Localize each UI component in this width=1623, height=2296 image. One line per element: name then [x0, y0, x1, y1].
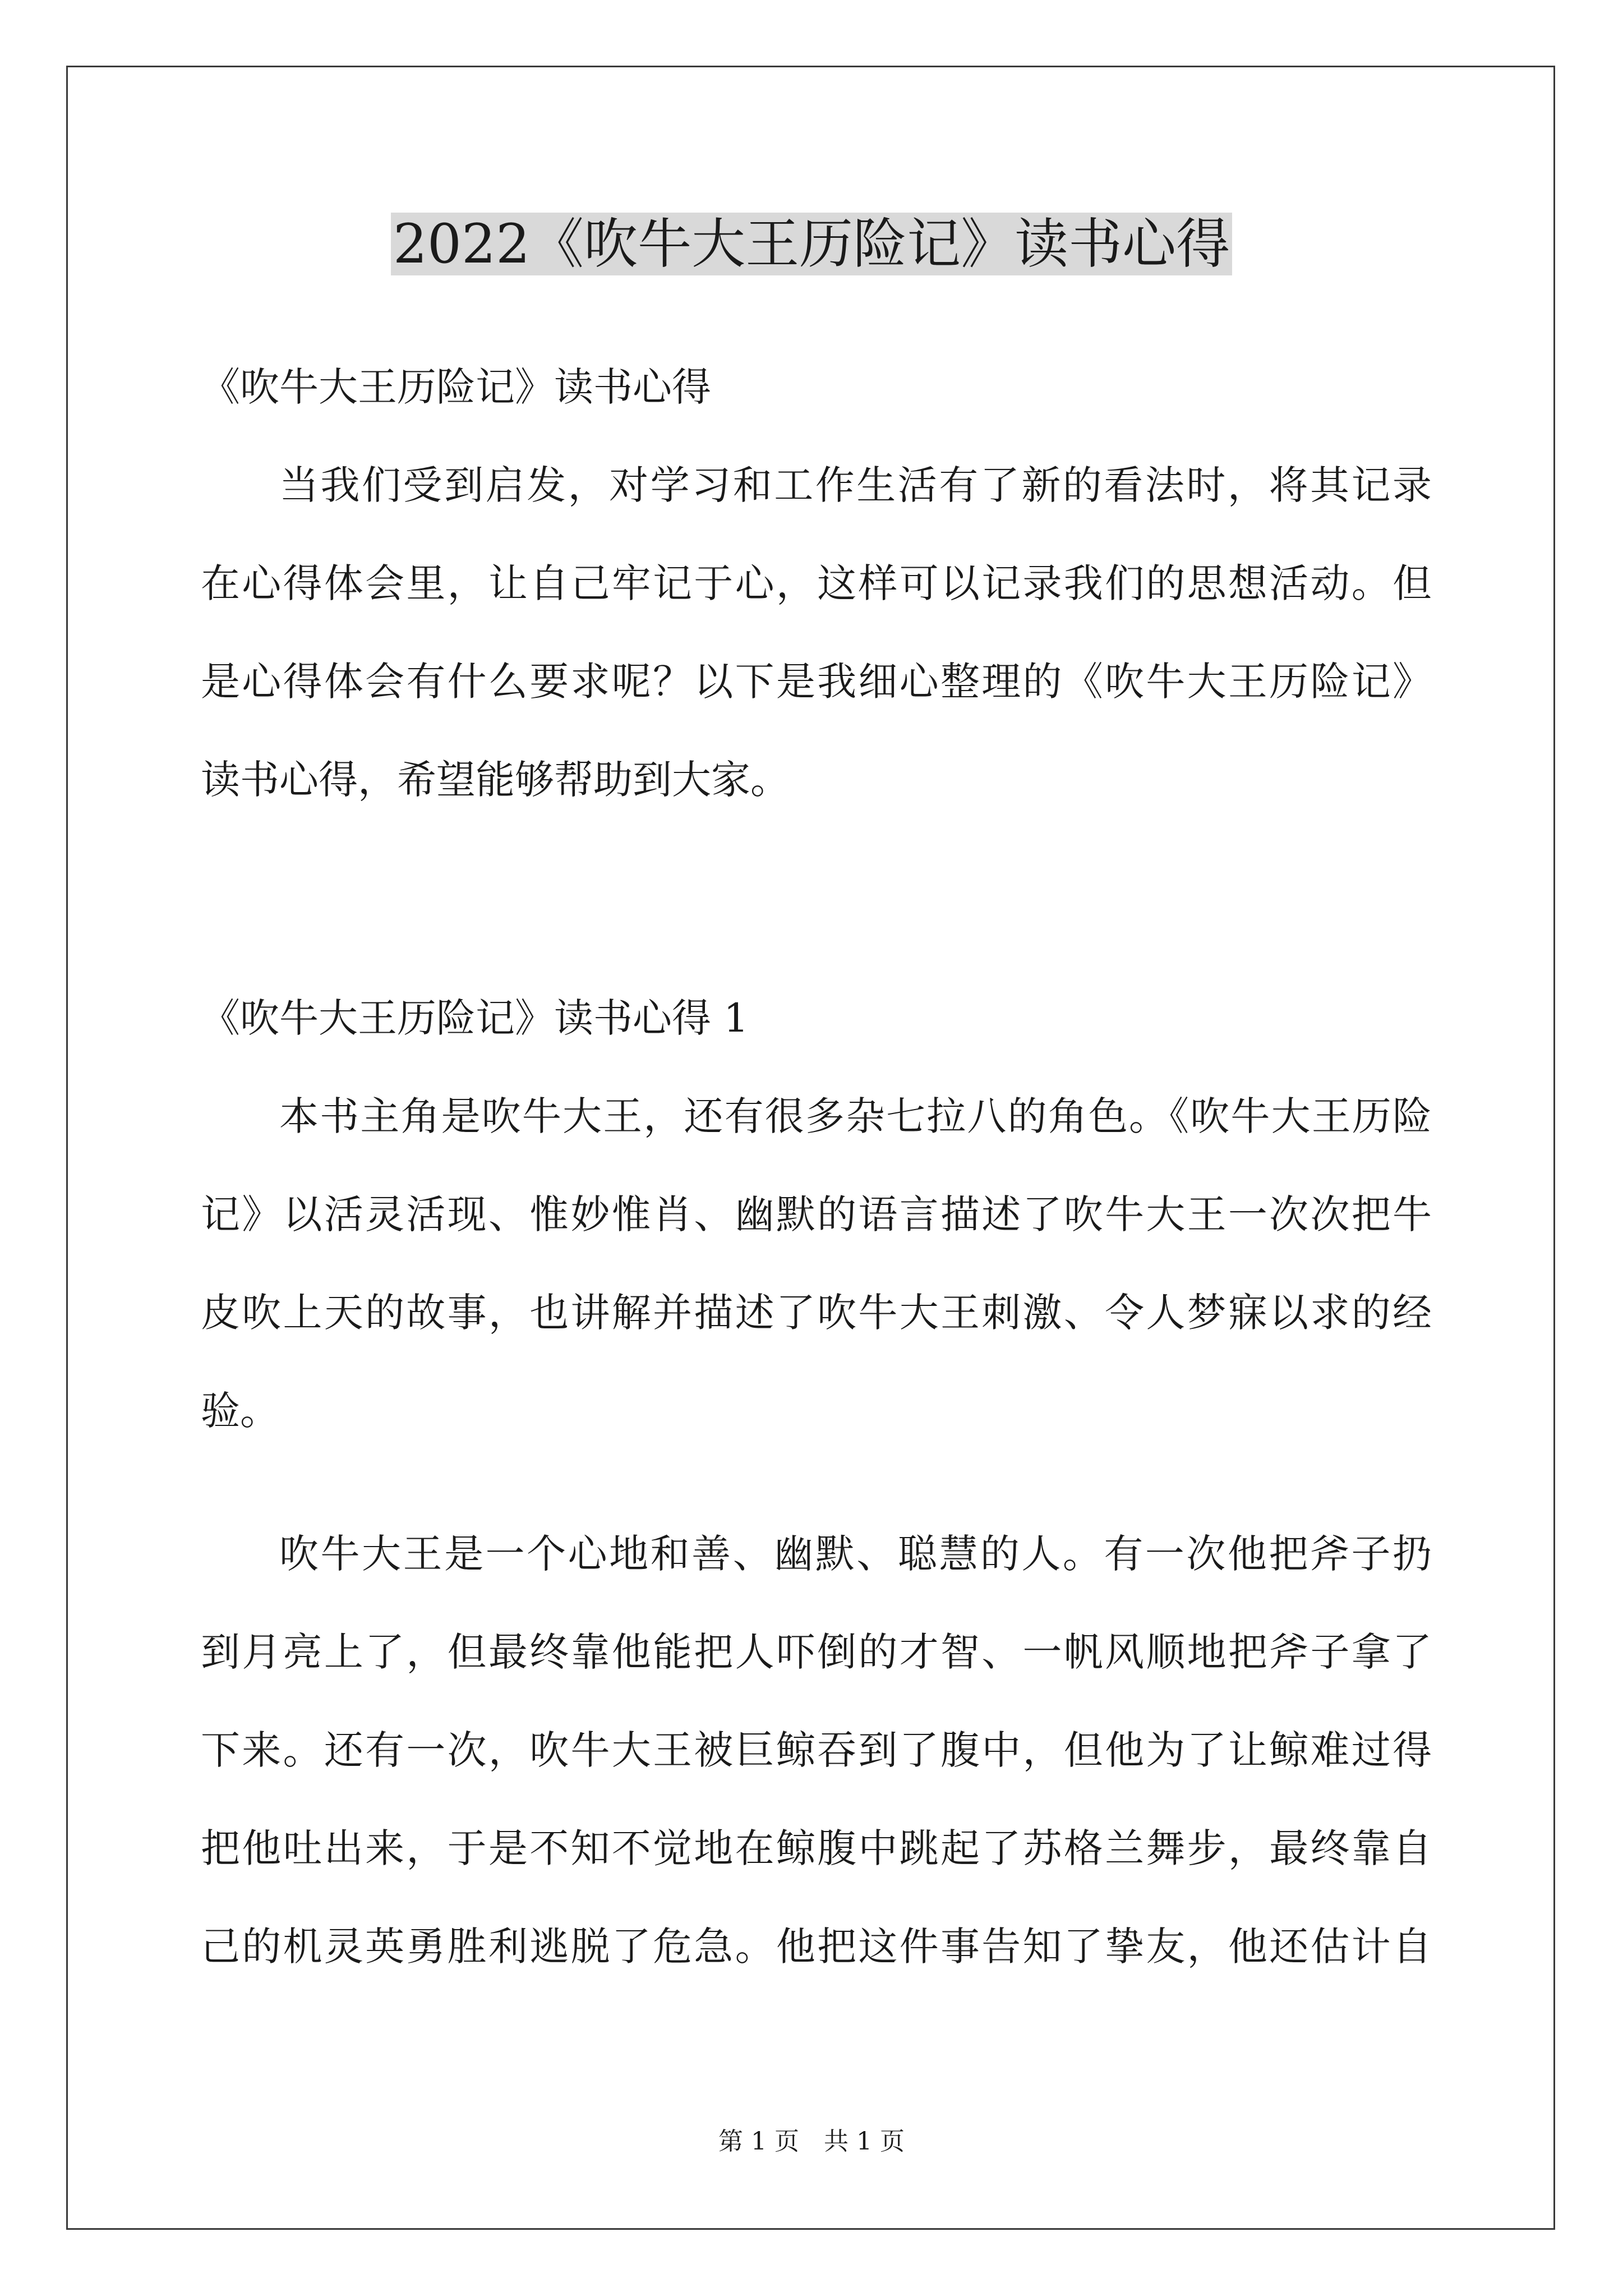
paragraph-line: 到月亮上了，但最终靠他能把人吓倒的才智、一帆风顺地把斧子拿了	[201, 1629, 1432, 1675]
intro-line: 是心得体会有什么要求呢？以下是我细心整理的《吹牛大王历险记》	[201, 659, 1432, 705]
subtitle: 《吹牛大王历险记》读书心得	[201, 364, 711, 410]
document-title: 2022《吹牛大王历险记》读书心得	[0, 208, 1623, 280]
paragraph-line: 己的机灵英勇胜利逃脱了危急。他把这件事告知了挚友，他还估计自	[201, 1924, 1432, 1970]
page-footer: 第 1 页 共 1 页	[718, 2127, 905, 2156]
paragraph-line: 下来。还有一次，吹牛大王被巨鲸吞到了腹中，但他为了让鲸难过得	[201, 1727, 1432, 1773]
paragraph-line: 把他吐出来，于是不知不觉地在鲸腹中跳起了苏格兰舞步，最终靠自	[201, 1825, 1432, 1871]
paragraph-line: 皮吹上天的故事，也讲解并描述了吹牛大王刺激、令人梦寐以求的经	[201, 1290, 1432, 1336]
intro-line: 在心得体会里，让自己牢记于心，这样可以记录我们的思想活动。但	[201, 560, 1432, 606]
paragraph-line: 本书主角是吹牛大王，还有很多杂七拉八的角色。《吹牛大王历险	[279, 1093, 1432, 1139]
paragraph-line: 记》以活灵活现、惟妙惟肖、幽默的语言描述了吹牛大王一次次把牛	[201, 1191, 1432, 1237]
paragraph-line: 验。	[201, 1388, 279, 1434]
section-heading: 《吹牛大王历险记》读书心得 1	[201, 995, 749, 1041]
intro-line: 读书心得，希望能够帮助到大家。	[201, 757, 790, 803]
intro-line: 当我们受到启发，对学习和工作生活有了新的看法时，将其记录	[279, 462, 1432, 508]
paragraph-line: 吹牛大王是一个心地和善、幽默、聪慧的人。有一次他把斧子扔	[279, 1531, 1432, 1577]
